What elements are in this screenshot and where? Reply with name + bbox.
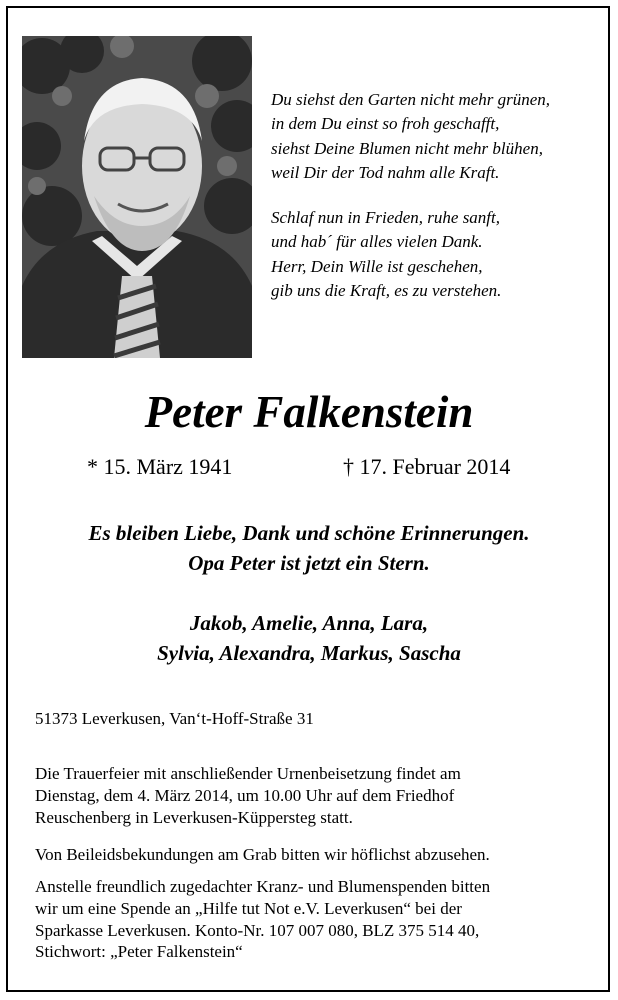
portrait-illustration <box>22 36 252 358</box>
paragraph-line: Die Trauerfeier mit anschließender Urnenbeisetzung findet am <box>35 764 461 783</box>
paragraph-line: Reuschenberg in Leverkusen-Küppersteg statt. <box>35 807 353 827</box>
poem <box>271 88 606 303</box>
family-line: Sylvia, Alexandra, Markus, Sascha <box>157 641 461 665</box>
deceased-name: Peter Falkenstein <box>144 387 474 437</box>
paragraph-line: wir um eine Spende an „Hilfe tut Not e.V. Leverkusen“ bei der <box>35 898 462 918</box>
poem-line: Herr, Dein Wille ist geschehen, <box>271 256 483 276</box>
poem-stanza-2 <box>271 206 606 303</box>
poem-stanza-1 <box>271 88 606 185</box>
paragraph-line: Von Beileidsbekundungen am Grab bitten wir höflichst abzusehen. <box>35 845 490 864</box>
poem-line: Du siehst den Garten nicht mehr grünen, <box>271 90 551 109</box>
donation-paragraph <box>35 876 595 963</box>
motto-line: Opa Peter ist jetzt ein Stern. <box>188 551 430 575</box>
poem-line: Schlaf nun in Frieden, ruhe sanft, <box>271 208 501 228</box>
family-line: Jakob, Amelie, Anna, Lara, <box>189 611 429 635</box>
poem-line: gib uns die Kraft, es zu verstehen. <box>271 281 502 301</box>
portrait-photo <box>22 36 252 358</box>
death-date: † 17. Februar 2014 <box>343 454 511 479</box>
memorial-motto <box>0 518 618 578</box>
birth-date: * 15. März 1941 <box>87 454 233 479</box>
motto-line: Es bleiben Liebe, Dank und schöne Erinnerungen. <box>88 521 530 545</box>
paragraph-line: Stichwort: „Peter Falkenstein“ <box>35 942 243 962</box>
condolence-paragraph <box>35 844 595 866</box>
paragraph-line: Anstelle freundlich zugedachter Kranz- und Blumenspenden bitten <box>35 877 491 896</box>
mourners-names <box>0 608 618 668</box>
paragraph-line: Sparkasse Leverkusen. Konto-Nr. 107 007 080, BLZ 375 514 40, <box>35 920 480 940</box>
poem-line: weil Dir der Tod nahm alle Kraft. <box>271 162 500 182</box>
poem-line: siehst Deine Blumen nicht mehr blühen, <box>271 138 543 158</box>
poem-line: in dem Du einst so froh geschafft, <box>271 114 500 134</box>
paragraph-line: Dienstag, dem 4. März 2014, um 10.00 Uhr auf dem Friedhof <box>35 785 455 805</box>
family-address: 51373 Leverkusen, Van‘t-Hoff-Straße 31 <box>35 709 314 728</box>
poem-line: und hab´ für alles vielen Dank. <box>271 232 483 252</box>
ceremony-paragraph <box>35 763 595 828</box>
